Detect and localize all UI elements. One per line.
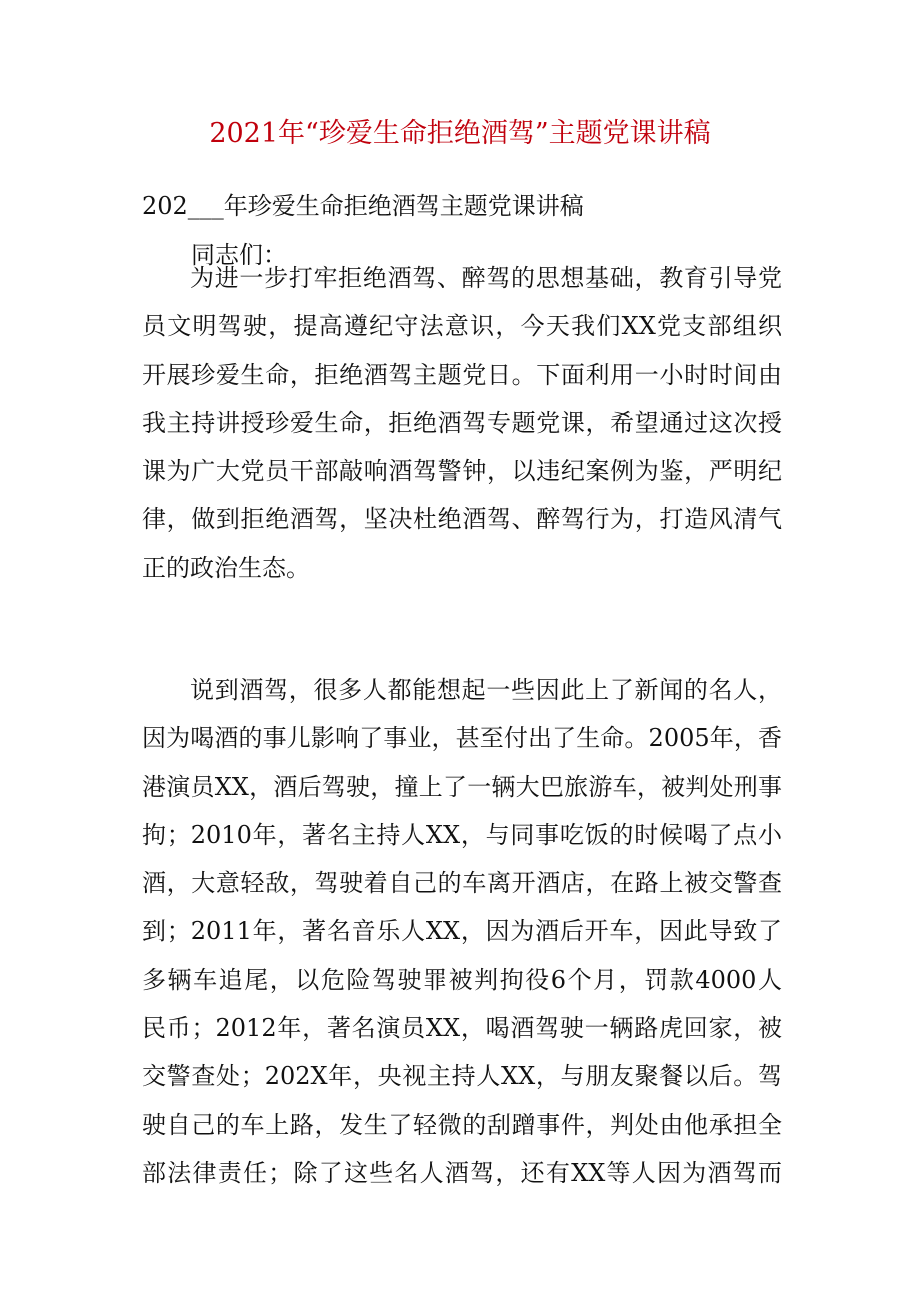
paragraph-line: 开展珍爱生命，拒绝酒驾主题党日。下面利用一小时时间由 <box>142 360 782 389</box>
paragraph-cases <box>142 666 782 1197</box>
paragraph-line: 因为喝酒的事儿影响了事业，甚至付出了生命。2005年，香 <box>142 724 782 753</box>
paragraph-line: 酒，大意轻敌，驾驶着自己的车离开酒店，在路上被交警查 <box>142 869 782 898</box>
paragraph-line: 拘；2010年，著名主持人XX，与同事吃饭的时候喝了点小 <box>142 820 782 849</box>
paragraph-intro <box>142 254 782 592</box>
paragraph-line: 到；2011年，著名音乐人XX，因为酒后开车，因此导致了 <box>142 917 782 946</box>
paragraph-line: 课为广大党员干部敲响酒驾警钟，以违纪案例为鉴，严明纪 <box>142 457 782 486</box>
paragraph-line: 说到酒驾，很多人都能想起一些因此上了新闻的名人， <box>190 676 782 704</box>
paragraph-line: 员文明驾驶，提高遵纪守法意识，今天我们XX党支部组织 <box>142 312 782 341</box>
paragraph-line: 部法律责任；除了这些名人酒驾，还有XX等人因为酒驾而 <box>142 1158 782 1187</box>
document-subtitle: 202___年珍爱生命拒绝酒驾主题党课讲稿 <box>142 192 584 220</box>
salutation: 同志们： <box>191 241 287 269</box>
paragraph-line: 多辆车追尾，以危险驾驶罪被判拘役6个月，罚款4000人 <box>142 965 782 994</box>
document-title: 2021年“珍爱生命拒绝酒驾”主题党课讲稿 <box>209 118 711 149</box>
paragraph-line: 驶自己的车上路，发生了轻微的刮蹭事件，判处由他承担全 <box>142 1110 782 1139</box>
paragraph-line: 律，做到拒绝酒驾，坚决杜绝酒驾、醉驾行为，打造风清气 <box>142 505 782 534</box>
paragraph-line: 港演员XX，酒后驾驶，撞上了一辆大巴旅游车，被判处刑事 <box>142 772 782 801</box>
paragraph-line: 我主持讲授珍爱生命，拒绝酒驾专题党课，希望通过这次授 <box>142 408 782 437</box>
paragraph-line: 正的政治生态。 <box>142 553 310 582</box>
paragraph-line: 为进一步打牢拒绝酒驾、醉驾的思想基础，教育引导党 <box>190 264 782 292</box>
paragraph-line: 交警查处；202X年，央视主持人XX，与朋友聚餐以后。驾 <box>142 1062 782 1091</box>
paragraph-line: 民币；2012年，著名演员XX，喝酒驾驶一辆路虎回家，被 <box>142 1014 782 1043</box>
